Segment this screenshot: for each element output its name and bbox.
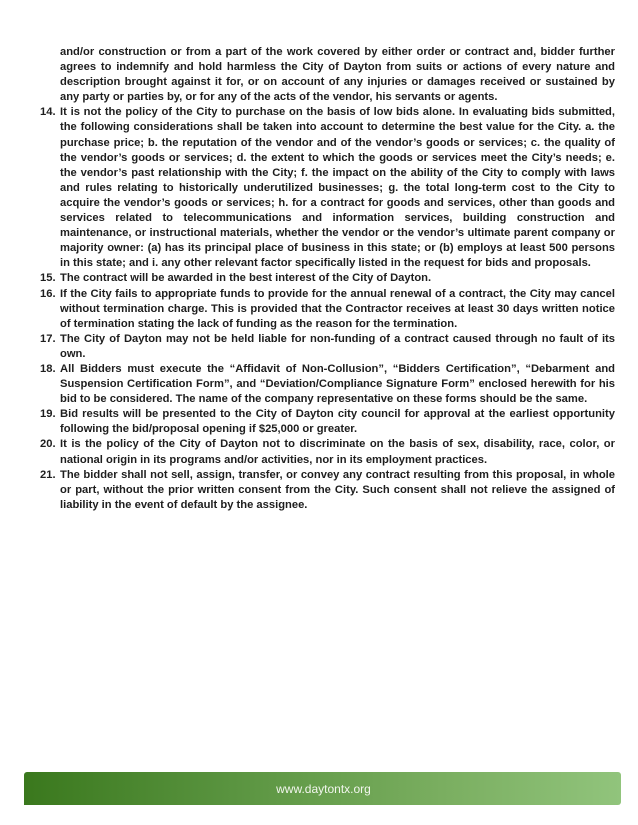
list-item-18 (40, 362, 615, 407)
list-item-19 (40, 407, 615, 437)
continued-paragraph: and/or construction or from a part of the work covered by either order or contract and, bidder further agrees to indemnify and hold harmless the City of Dayton from suits or actions of every nature and description brought against it for, or on account of any injuries or damages received or sustained by any party or parties by, or for any of the acts of the vendor, his servants or agents. (60, 46, 615, 104)
item-number: 15. (40, 272, 56, 285)
footer-banner (24, 772, 621, 805)
item-text: All Bidders must execute the “Affidavit of Non-Collusion”, “Bidders Certification”, “Debarment and Suspension Certification Form”, and “Deviation/Compliance Signature Form” enclosed herewith for his bid to be considered. The name of the company representative on these forms should be the same. (60, 362, 615, 406)
item-text: It is the policy of the City of Dayton not to discriminate on the basis of sex, disability, race, color, or national origin in its programs and/or activities, nor in its employment practices. (60, 438, 615, 466)
item-number: 16. (40, 287, 56, 300)
list-item-20 (40, 437, 615, 467)
item-text: It is not the policy of the City to purchase on the basis of low bids alone. In evaluating bids submitted, the following considerations shall be taken into account to determine the best value for the City. a. the purchase price; b. the reputation of the vendor and of the vendor’s goods or services; c. the quality of the vendor’s goods or services; d. the extent to which the goods or services meet the City’s needs; e. the vendor’s past relationship with the City; f. the impact on the ability of the City to comply with laws and rules relating to historically underutilized businesses; g. the total long-term cost to the City to acquire the vendor’s goods or services; h. for a contract for goods and services, other than goods and services related to telecommunications and information services, building construction and maintenance, or instructional materials, whether the vendor or the vendor’s ultimate parent company or majority owner: (a) has its principal place of business in this state; or (b) employs at least 500 persons in this state; and i. any other relevant factor specifically listed in the request for bids and proposals. (60, 106, 615, 270)
item-number: 14. (40, 106, 56, 119)
item-text: The City of Dayton may not be held liable for non-funding of a contract caused through no fault of its own. (60, 332, 615, 360)
item-number: 18. (40, 362, 56, 375)
item-number: 20. (40, 438, 56, 451)
item-text: The contract will be awarded in the best interest of the City of Dayton. (60, 272, 432, 285)
list-item-15 (40, 271, 615, 286)
item-text: If the City fails to appropriate funds to provide for the annual renewal of a contract, the City may cancel without termination charge. This is provided that the Contractor receives at least 30 days written notice of termination stating the lack of funding as the reason for the termination. (60, 287, 615, 330)
list-item-21 (40, 468, 615, 513)
website-link[interactable]: www.daytontx.org (276, 781, 371, 796)
item-text: Bid results will be presented to the City of Dayton city council for approval at the earliest opportunity following the bid/proposal opening if $25,000 or greater. (60, 408, 615, 436)
item-text: The bidder shall not sell, assign, transfer, or convey any contract resulting from this proposal, in whole or part, without the prior written consent from the City. Such consent shall not relieve the assigned of liability in the event of default by the assignee. (60, 468, 615, 511)
list-item-17 (40, 332, 615, 362)
item-number: 19. (40, 408, 56, 421)
list-item-16 (40, 287, 615, 332)
list-item-14 (40, 105, 615, 271)
item-number: 21. (40, 468, 56, 481)
document-body (40, 45, 615, 513)
item-number: 17. (40, 332, 56, 345)
